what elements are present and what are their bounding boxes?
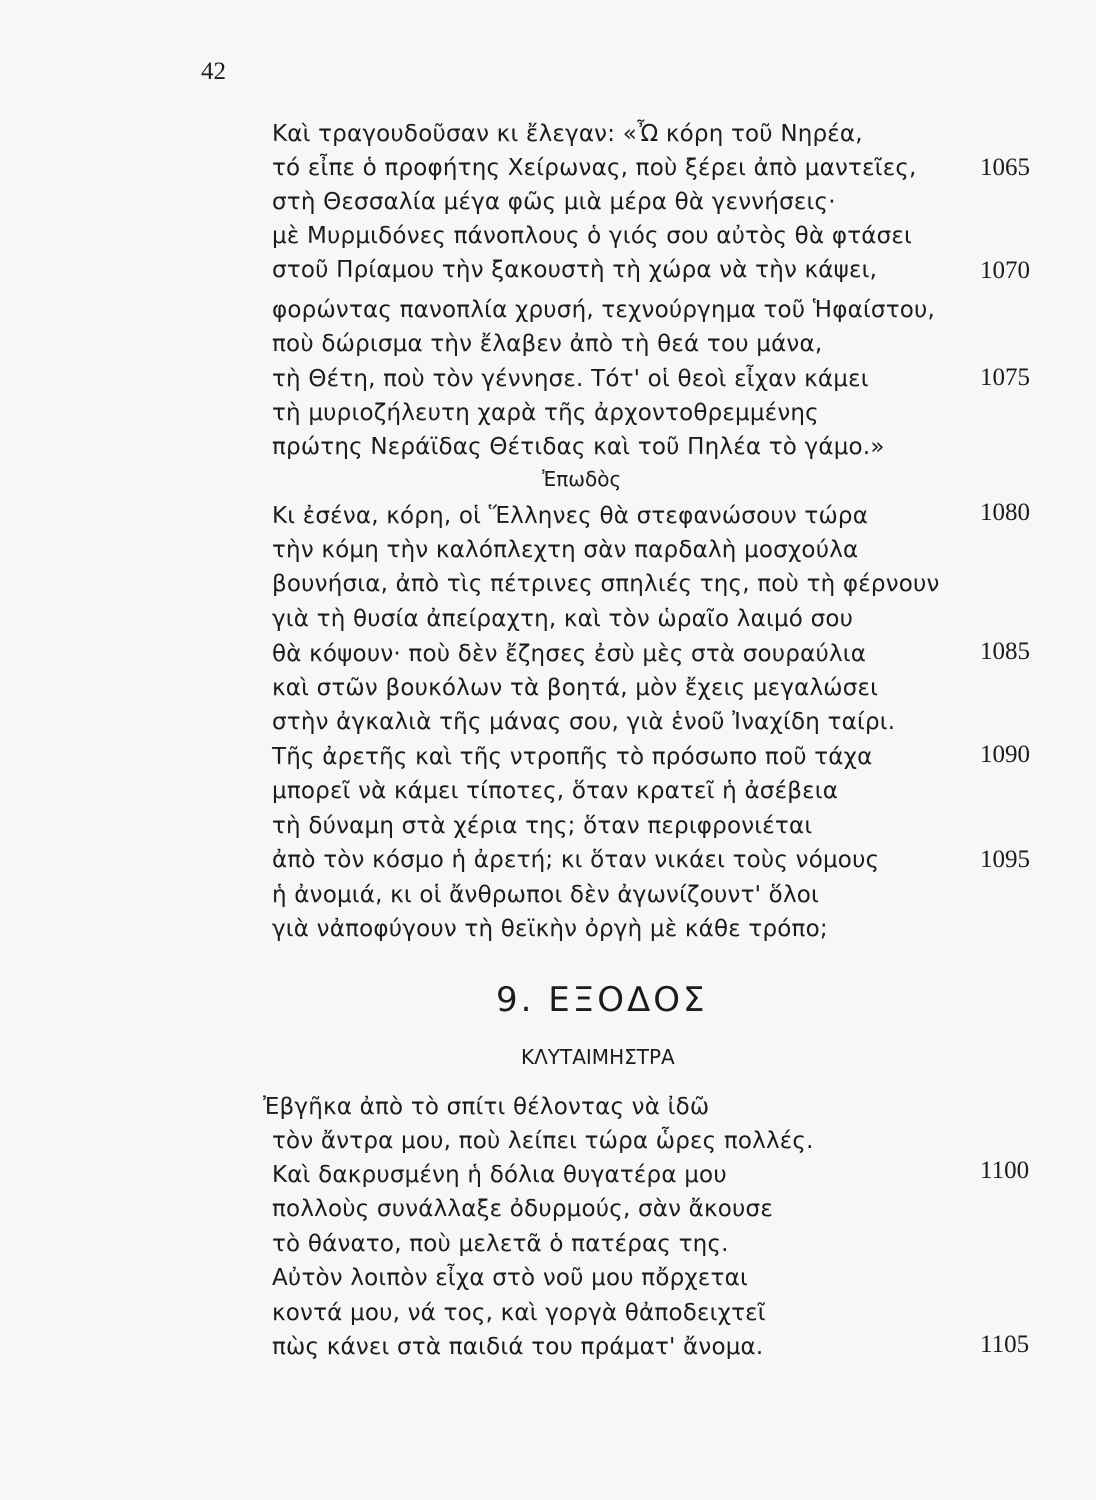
verse-line: γιὰ τὴ θυσία ἀπείραχτη, καὶ τὸν ὡραῖο λαιμό σου bbox=[272, 606, 854, 632]
verse-line: κοντά μου, νά τος, καὶ γοργὰ θἀποδειχτεῖ bbox=[272, 1300, 766, 1326]
verse-line: ἀπὸ τὸν κόσμο ἡ ἀρετή; κι ὅταν νικάει τοὺς νόμους bbox=[272, 847, 880, 873]
verse-line: στοῦ Πρίαμου τὴν ξακουστὴ τὴ χώρα νὰ τὴν κάψει, bbox=[272, 257, 878, 283]
verse-line: γιὰ νἀποφύγουν τὴ θεϊκὴν ὀργὴ μὲ κάθε τρόπο; bbox=[272, 916, 828, 942]
verse-line: μπορεῖ νὰ κάμει τίποτες, ὅταν κρατεῖ ἡ ἀσέβεια bbox=[272, 778, 839, 804]
line-number: 1065 bbox=[980, 154, 1030, 181]
verse-line: πρώτης Νεράϊδας Θέτιδας καὶ τοῦ Πηλέα τὸ γάμο.» bbox=[272, 434, 885, 460]
line-number: 1100 bbox=[980, 1157, 1030, 1184]
verse-line: τὴν κόμη τὴν καλόπλεχτη σὰν παρδαλὴ μοσχούλα bbox=[272, 537, 859, 563]
verse-line: στὴν ἀγκαλιὰ τῆς μάνας σου, γιὰ ἑνοῦ Ἰναχίδη ταίρι. bbox=[272, 709, 896, 735]
verse-line: Αὐτὸν λοιπὸν εἶχα στὸ νοῦ μου πὄρχεται bbox=[272, 1265, 748, 1291]
verse-line: Κι ἐσένα, κόρη, οἱ Ἕλληνες θὰ στεφανώσουν τώρα bbox=[272, 503, 869, 529]
verse-line: πὼς κάνει στὰ παιδιά του πράματ' ἄνομα. bbox=[272, 1334, 764, 1360]
line-number: 1080 bbox=[980, 499, 1030, 526]
epode-label: Ἐπωδὸς bbox=[542, 467, 622, 491]
verse-line: καὶ στῶν βουκόλων τὰ βοητά, μὸν ἔχεις μεγαλώσει bbox=[272, 675, 879, 701]
verse-line: τὸ θάνατο, ποὺ μελετᾶ ὁ πατέρας της. bbox=[272, 1231, 729, 1257]
line-number: 1090 bbox=[980, 741, 1030, 768]
line-number: 1075 bbox=[980, 364, 1030, 391]
page-number: 42 bbox=[201, 58, 226, 85]
verse-line: πολλοὺς συνάλλαξε ὀδυρμούς, σὰν ἄκουσε bbox=[272, 1196, 773, 1222]
line-number: 1085 bbox=[980, 638, 1030, 665]
verse-line: ἡ ἀνομιά, κι οἱ ἄνθρωποι δὲν ἀγωνίζουντ' ὅλοι bbox=[272, 882, 820, 908]
verse-line: Καὶ δακρυσμένη ἡ δόλια θυγατέρα μου bbox=[272, 1162, 727, 1188]
verse-line: τὴ δύναμη στὰ χέρια της; ὅταν περιφρονιέται bbox=[272, 813, 813, 839]
speaker-name: ΚΛΥΤΑΙΜΗΣΤΡΑ bbox=[521, 1045, 675, 1069]
verse-line: Ἐβγῆκα ἀπὸ τὸ σπίτι θέλοντας νὰ ἰδῶ bbox=[263, 1094, 710, 1120]
verse-line: Καὶ τραγουδοῦσαν κι ἔλεγαν: «Ὦ κόρη τοῦ Νηρέα, bbox=[272, 121, 863, 147]
section-heading: 9. ΕΞΟΔΟΣ bbox=[496, 980, 708, 1020]
verse-line: φορώντας πανοπλία χρυσή, τεχνούργημα τοῦ Ἡφαίστου, bbox=[272, 297, 936, 323]
verse-line: στὴ Θεσσαλία μέγα φῶς μιὰ μέρα θὰ γεννήσεις· bbox=[272, 189, 836, 215]
verse-line: τὴ Θέτη, ποὺ τὸν γέννησε. Τότ' οἱ θεοὶ εἶχαν κάμει bbox=[272, 366, 869, 392]
line-number: 1105 bbox=[980, 1331, 1030, 1358]
verse-line: τό εἶπε ὁ προφήτης Χείρωνας, ποὺ ξέρει ἀπὸ μαντεῖες, bbox=[272, 155, 917, 181]
verse-line: θὰ κόψουν· ποὺ δὲν ἔζησες ἐσὺ μὲς στὰ σουραύλια bbox=[272, 641, 867, 667]
verse-line: Τῆς ἀρετῆς καὶ τῆς ντροπῆς τὸ πρόσωπο ποῦ τάχα bbox=[272, 744, 873, 770]
verse-line: μὲ Μυρμιδόνες πάνοπλους ὁ γιός σου αὐτὸς θὰ φτάσει bbox=[272, 223, 912, 249]
verse-line: ποὺ δώρισμα τὴν ἔλαβεν ἀπὸ τὴ θεά του μάνα, bbox=[272, 331, 823, 357]
verse-line: τὸν ἄντρα μου, ποὺ λείπει τώρα ὧρες πολλές. bbox=[272, 1128, 814, 1154]
line-number: 1095 bbox=[980, 846, 1030, 873]
verse-line: βουνήσια, ἀπὸ τὶς πέτρινες σπηλιές της, ποὺ τὴ φέρνουν bbox=[272, 571, 940, 597]
verse-line: τὴ μυριοζήλευτη χαρὰ τῆς ἀρχοντοθρεμμένης bbox=[272, 400, 819, 426]
line-number: 1070 bbox=[980, 257, 1030, 284]
